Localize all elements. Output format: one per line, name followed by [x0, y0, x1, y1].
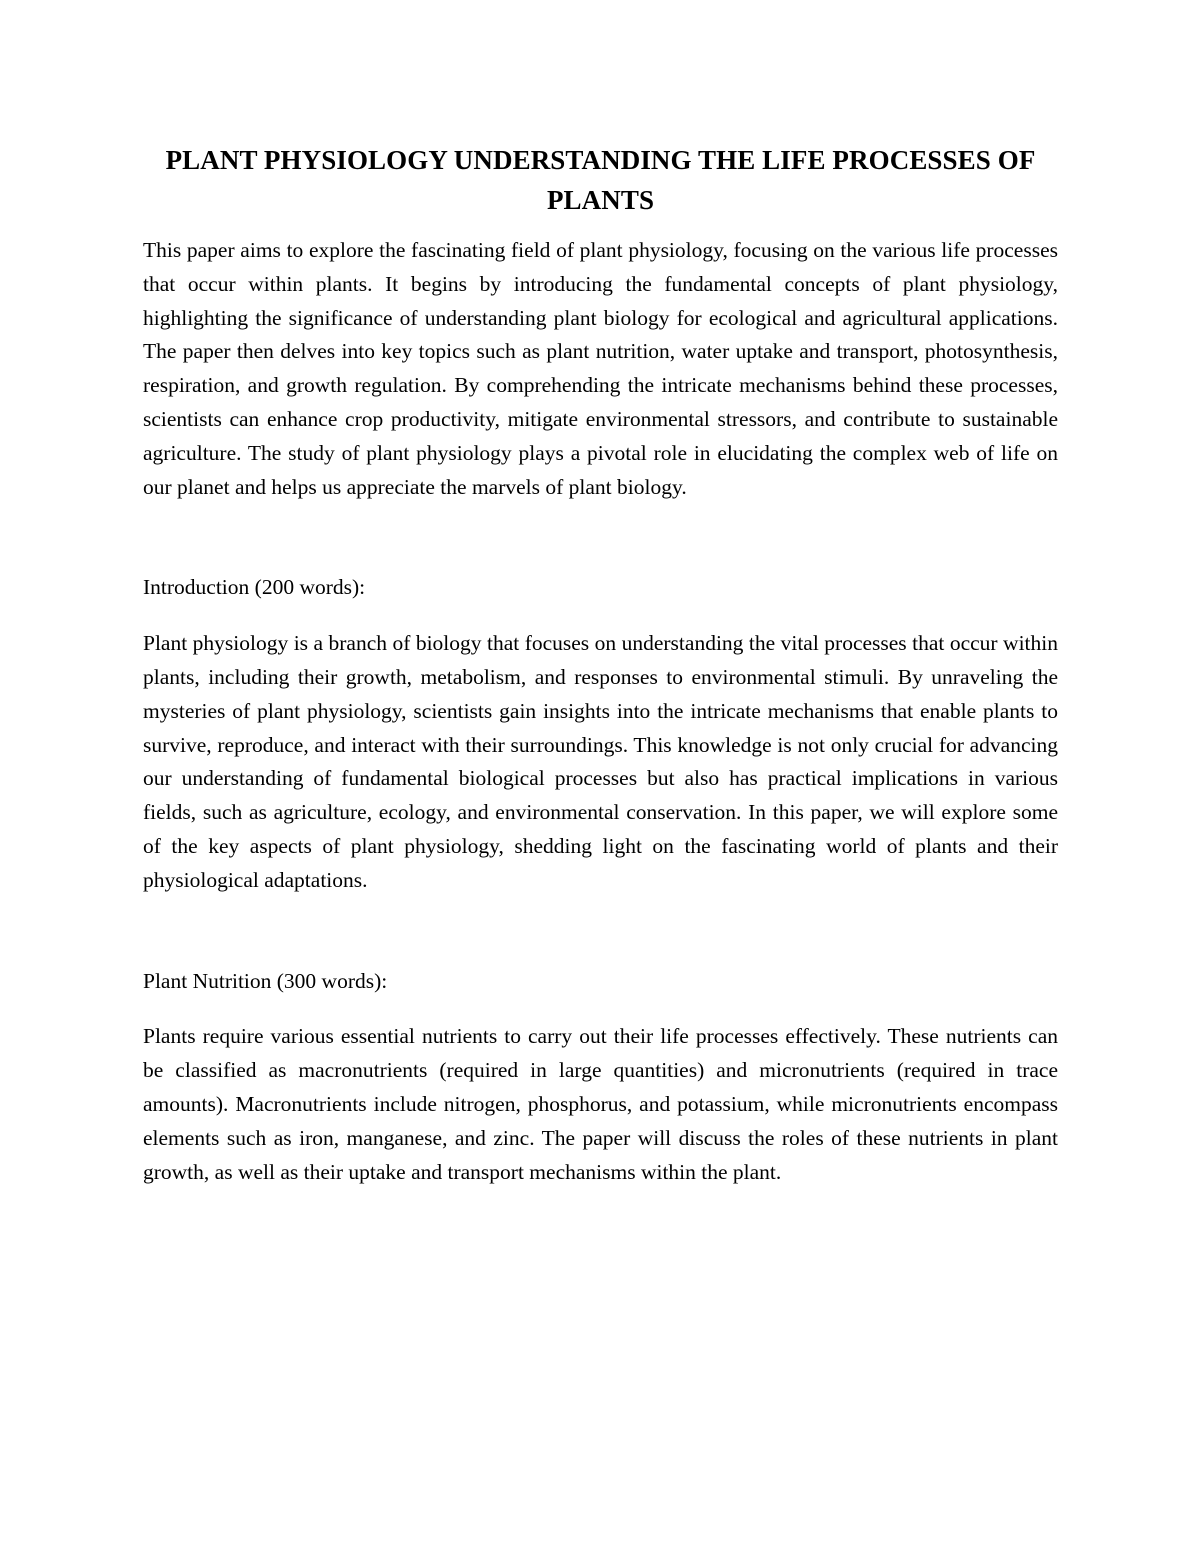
document-title: PLANT PHYSIOLOGY UNDERSTANDING THE LIFE PROCESSES OF PLANTS	[165, 145, 1036, 215]
section-heading-introduction: Introduction (200 words):	[143, 575, 366, 600]
section-body-introduction: Plant physiology is a branch of biology that focuses on understanding the vital processes that occur within plants, including their growth, metabolism, and responses to environmental stimuli. By unraveling the mysteries of plant physiology, scientists gain insights into the intricate mechanisms that enable plants to survive, reproduce, and interact with their surroundings. This knowledge is not only crucial for advancing our understanding of fundamental biological processes but also has practical implications in various fields, such as agriculture, ecology, and environmental conservation. In this paper, we will explore some of the key aspects of plant physiology, shedding light on the fascinating world of plants and their physiological adaptations.	[143, 631, 1058, 892]
spacer	[143, 998, 1058, 1020]
spacer	[143, 605, 1058, 627]
spacer	[143, 504, 1058, 571]
page-content	[143, 140, 1058, 1189]
section-body-plant-nutrition: Plants require various essential nutrients to carry out their life processes effectively. These nutrients can be classified as macronutrients (required in large quantities) and micronutrients (required in trace amounts). Macronutrients include nitrogen, phosphorus, and potassium, while micronutrients encompass elements such as iron, manganese, and zinc. The paper will discuss the roles of these nutrients in plant growth, as well as their uptake and transport mechanisms within the plant.	[143, 1024, 1058, 1184]
spacer	[143, 898, 1058, 965]
section-heading-plant-nutrition: Plant Nutrition (300 words):	[143, 968, 388, 993]
abstract-paragraph: This paper aims to explore the fascinating field of plant physiology, focusing on the various life processes that occur within plants. It begins by introducing the fundamental concepts of plant physiology, highlighting the significance of understanding plant biology for ecological and agricultural applications. The paper then delves into key topics such as plant nutrition, water uptake and transport, photosynthesis, respiration, and growth regulation. By comprehending the intricate mechanisms behind these processes, scientists can enhance crop productivity, mitigate environmental stressors, and contribute to sustainable agriculture. The study of plant physiology plays a pivotal role in elucidating the complex web of life on our planet and helps us appreciate the marvels of plant biology.	[143, 238, 1058, 499]
spacer	[143, 220, 1058, 234]
